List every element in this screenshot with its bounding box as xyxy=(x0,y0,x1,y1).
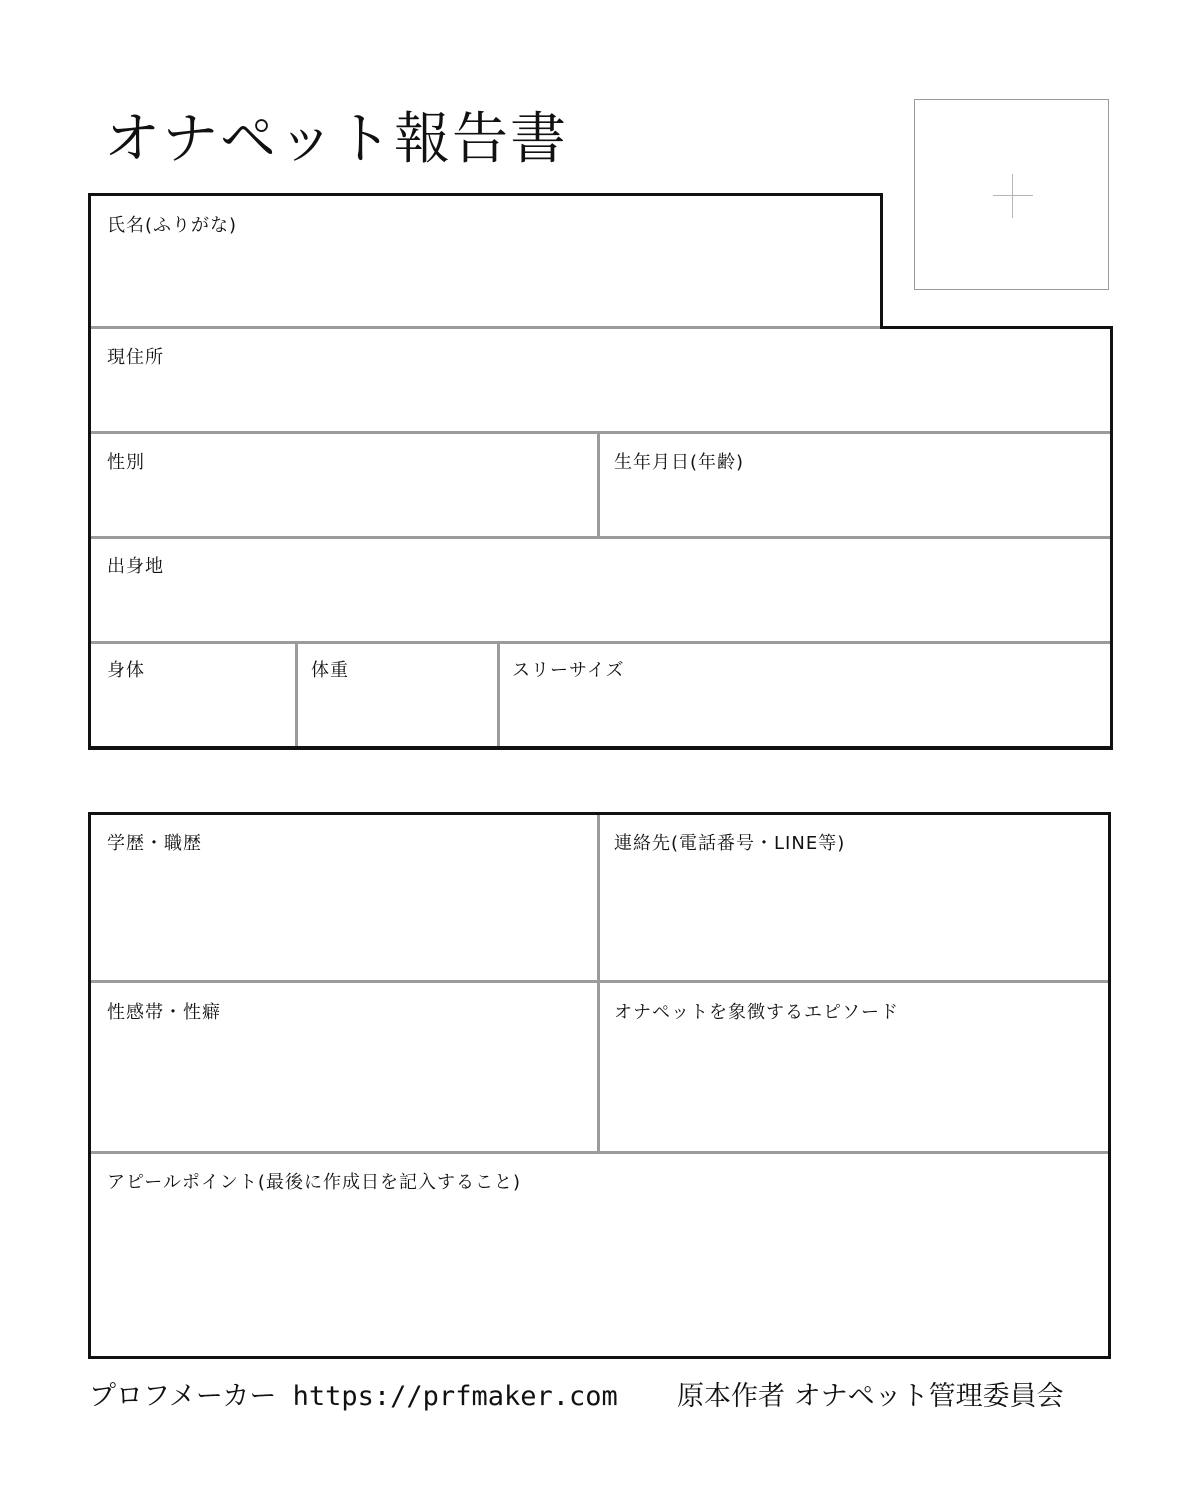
erogenous-field-label: 性感帯・性癖 xyxy=(107,1002,221,1023)
divider-body-weight xyxy=(295,644,298,746)
contact-field-label: 連絡先(電話番号・LINE等) xyxy=(614,833,846,854)
frame2-left-border xyxy=(88,812,91,1359)
birthplace-field-label: 出身地 xyxy=(107,556,164,577)
divider-name-address xyxy=(91,326,880,329)
photo-slot[interactable] xyxy=(914,99,1109,290)
gender-field-label: 性別 xyxy=(107,452,145,473)
frame-right-border xyxy=(1110,326,1113,750)
appeal-field-label: アピールポイント(最後に作成日を記入すること) xyxy=(107,1172,521,1193)
divider-weight-sizes xyxy=(497,644,500,746)
footer-author-credit: 原本作者 オナペット管理委員会 xyxy=(677,1381,1064,1412)
weight-field-label: 体重 xyxy=(311,660,349,681)
plus-icon-vertical xyxy=(1012,174,1013,218)
footer-maker-credit: プロフメーカー https://prfmaker.com xyxy=(89,1381,618,1412)
frame-left-border xyxy=(88,193,91,750)
height-field-label: 身体 xyxy=(107,660,145,681)
divider-birthplace-body xyxy=(91,641,1110,644)
frame2-right-border xyxy=(1108,812,1111,1359)
episode-field-label: オナペットを象徴するエピソード xyxy=(614,1002,899,1023)
divider-gender-birthplace xyxy=(91,536,1110,539)
name-field-label: 氏名(ふりがな) xyxy=(107,215,238,236)
frame2-bottom-border xyxy=(88,1356,1111,1359)
birthday-field-label: 生年月日(年齢) xyxy=(614,452,745,473)
education-field-label: 学歴・職歴 xyxy=(107,833,202,854)
page-title: オナペット報告書 xyxy=(104,107,568,172)
plus-icon xyxy=(993,195,1033,196)
divider-vertical-center xyxy=(597,815,600,1152)
frame-bottom-border xyxy=(88,746,1113,750)
sizes-field-label: スリーサイズ xyxy=(512,660,625,681)
divider-address-gender xyxy=(91,431,1110,434)
divider-gender-birthday xyxy=(597,434,600,537)
frame-step-horizontal xyxy=(880,326,1113,329)
divider-erogenous-appeal xyxy=(91,1151,1108,1154)
frame-step-vertical xyxy=(880,193,883,329)
frame-top-border xyxy=(88,193,883,196)
address-field-label: 現住所 xyxy=(107,347,164,368)
divider-education-erogenous xyxy=(91,980,1108,983)
